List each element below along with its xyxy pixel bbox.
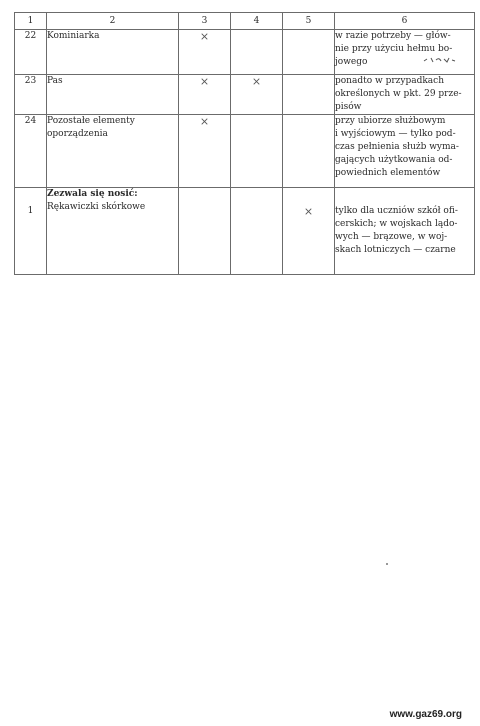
note-line: przy ubiorze służbowym [335,116,446,126]
note-cell [335,188,475,275]
item-name [47,115,179,188]
note-line: gających użytkowania od- [335,155,453,165]
note-line: nie przy użyciu hełmu bo- [335,44,453,54]
table-row [15,30,475,75]
column-header: 2 [47,13,179,30]
table-row [15,75,475,115]
note-line: określonych w pkt. 29 prze- [335,89,462,99]
column-header: 6 [335,13,475,30]
item-name: Kominiarka [47,30,179,75]
item-name: Pas [47,75,179,115]
watermark: www.gaz69.org [389,709,462,720]
uniform-table [14,12,475,275]
note-cell [335,75,475,115]
note-line: ponadto w przypadkach [335,76,444,86]
note-cell [335,30,475,75]
item-name-line: Pozostałe elementy [47,116,135,126]
mark-cell [283,115,335,188]
mark-cell [231,30,283,75]
row-number: 22 [15,30,47,75]
item-name-line: oporządzenia [47,129,108,139]
row-number: 24 [15,115,47,188]
section-heading: Zezwala się nosić: [47,189,138,199]
mark-cell [231,115,283,188]
note-line: wych — brązowe, w woj- [335,232,448,242]
mark-cell [283,75,335,115]
table-row [15,115,475,188]
row-number: 1 [15,188,47,275]
row-number: 23 [15,75,47,115]
note-cell [335,115,475,188]
column-header: 5 [283,13,335,30]
mark-cell [179,188,231,275]
mark-cell: × [231,75,283,115]
scan-scribble [422,55,458,65]
column-header: 4 [231,13,283,30]
mark-cell: × [179,75,231,115]
column-header: 1 [15,13,47,30]
note-line: pisów [335,102,362,112]
note-line: i wyjściowym — tylko pod- [335,129,456,139]
note-line: tylko dla uczniów szkół ofi- [335,206,458,216]
note-line: w razie potrzeby — głów- [335,31,451,41]
mark-cell: × [283,188,335,275]
table-row [15,188,475,275]
note-line: cerskich; w wojskach lądo- [335,219,458,229]
mark-cell: × [179,115,231,188]
note-line: jowego [335,57,368,67]
note-line: skach lotniczych — czarne [335,245,456,255]
mark-cell [283,30,335,75]
column-header: 3 [179,13,231,30]
mark-cell: × [179,30,231,75]
item-name [47,188,179,275]
item-name-line: Rękawiczki skórkowe [47,202,146,212]
note-line: czas pełnienia służb wyma- [335,142,459,152]
note-line: powiednich elementów [335,168,441,178]
scan-speck [386,563,388,565]
mark-cell [231,188,283,275]
header-row [15,13,475,30]
